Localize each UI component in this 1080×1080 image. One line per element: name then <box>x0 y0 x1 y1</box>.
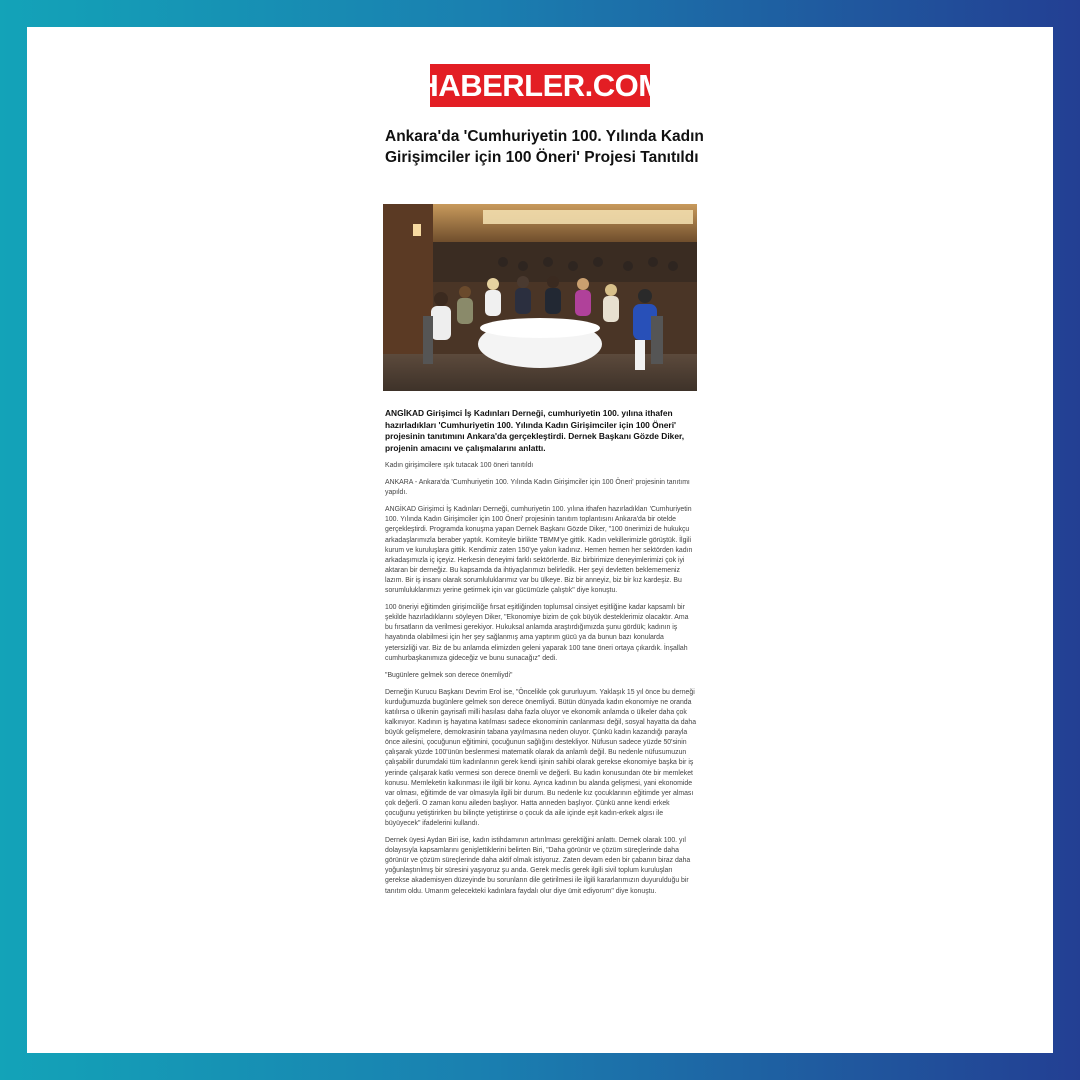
haberler-logo[interactable]: HABERLER.COM <box>430 64 650 107</box>
article-photo <box>383 204 697 391</box>
article-title: Ankara'da 'Cumhuriyetin 100. Yılında Kadın Girişimciler için 100 Öneri' Projesi Tanıtıldı <box>385 128 704 166</box>
article-paragraph: ANGİKAD Girişimci İş Kadınları Derneği, cumhuriyetin 100. yılına ithafen hazırladıkları 'Cumhuriyetin 100. Yılında Kadın Girişimciler için 100 Öneri' projesinin tanıtım toplantısını Ankara'da bir otelde gerçekleştirdi. Programda konuşma yapan Dernek Başkanı Gözde Diker, "100 önerimizi de hukukçu arkadaşlarımızla beraber yaptık. Komiteyle birlikte TBMM'ye gittik. Kadın vekillerimizle görüştük. İlgili kurum ve kuruluşlara gittik. Kendimiz zaten 150'ye yakın kadınız. Hemen hemen her sektörden kadın arkadaşımızla iç içeyiz. Herkesin deneyimi farklı sektörlerde. Biz birbirimize deneyimlerimizi çok iyi aktaran bir derneğiz. Bu kapsamda da ihtiyaçlarımızı belirledik. Her şeyi devletten beklememeniz lazım. Bir iş insanı olarak sorumluluklarımız var bu ülkeye. Biz bir anneyiz, biz bir kız kardeşiz. Bu sorumluluklarımızı yerine getirmek için var gücümüzle çalıştık" diye konuştu. <box>385 506 693 595</box>
article-subheading: "Bugünlere gelmek son derece önemliydi" <box>385 671 513 679</box>
article-paragraph: ANKARA - Ankara'da 'Cumhuriyetin 100. Yılında Kadın Girişimciler için 100 Öneri' projesinin tanıtımı yapıldı. <box>385 479 690 497</box>
article-lead: ANGİKAD Girişimci İş Kadınları Derneği, cumhuriyetin 100. yılına ithafen hazırladıkları 'Cumhuriyetin 100. Yılında Kadın Girişimciler için 100 Öneri' projesinin tanıtımını Ankara'da gerçekleştirdi. Dernek Başkanı Gözde Diker, projenin amacını ve çalışmalarını anlattı. <box>385 408 685 453</box>
article-paragraph: 100 öneriyi eğitimden girişimciliğe fırsat eşitliğinden toplumsal cinsiyet eşitliğine kadar kapsamlı bir şekilde hazırladıklarını söyleyen Diker, "Ekonomiye bizim de çok büyük desteklerimiz olacaktır. Ama bu fırsatların da verilmesi gerekiyor. Hukuksal anlamda araştırdığımızda şunu gördük; kadının iş hayatında olabilmesi için her şey sağlanmış ama yaptırım gücü ya da bunun bazı konularda yetersizliği var. Biz de bu anlamda elimizden geleni yaparak 100 tane öneri ortaya çıkardık. İnşallah cumhurbaşkanımıza gideceğiz ve bunu sunacağız" dedi. <box>385 604 689 662</box>
article-paragraph: Dernek üyesi Aydan Biri ise, kadın istihdamının artırılması gerektiğini anlattı. Dernek olarak 100. yıl dolayısıyla kapsamlarını genişlettiklerini belirten Biri, "Daha görünür ve çözüm süreçlerinde daha görünür ve çözüm süreçlerinde daha aktif olmak istiyoruz. Zaten devam eden bir çabanın biraz daha yoğunlaştırılmış bir süresini yaşıyoruz şu anda. Gerek meclis gerek ilgili sivil toplum kuruluşları gerekse akademisyen düzeyinde bu sorunların dile getirilmesi ile ilgili kararlarımızın duyurulduğu bir tanıtım oldu. Umarım gelecekteki kadınlara faydalı olur diye ümit ediyorum" diye konuştu. <box>385 837 691 895</box>
article-paragraph: Derneğin Kurucu Başkanı Devrim Erol ise, "Öncelikle çok gururluyum. Yaklaşık 15 yıl önce bu derneği kurduğumuzda bugünlere gelmek son derece önemliydi. Bütün dünyada kadın ekonomiye ne oranda katılırsa o ülkenin gayrisafi milli hasılası daha fazla oluyor ve ekonomik anlamda o ülkeler daha çok kalkınıyor. Kadının iş hayatına katılması sadece ekonominin canlanması değil, sosyal hayatta da daha büyük gelişmelere, demokrasinin tabana yayılmasına neden oluyor. Çünkü kadın kazandığı parayla önce ailesini, çocuğunun eğitimini, çocuğunun sağlığını destekliyor. Nüfusun sadece yüzde 50'sinin çalışarak yüzde 100'ünün beslenmesi matematik olarak da anlamlı değil. Bu nedenle nüfusumuzun çalışabilir durumdaki tüm kadınlarının gerek kendi işinin sahibi olarak gerekse ekonomiye başka bir iş yerinde çalışarak katkı vermesi son derece önemli ve değerli. Bu kadın konusundan öte bir memleket konusu. Memleketin kalkınması ile ilgili bir konu. Ayrıca kadının bu alanda gelişmesi, yani ekonomide var olması, eğitimde de var olmasıyla ilgili bir durum. Bu nedenle kız çocuklarının eğitimde yer alması çok değerli. O zaman konu aileden başlıyor. Hatta anneden başlıyor. Çünkü anne kendi erkek çocuğunu yetiştirirken bu bilinçte yetiştirirse o çocuk da aile içinde eşit kadın-erkek algısı ile büyüyecek" ifadelerini kullandı. <box>385 688 697 827</box>
article-paragraph: Kadın girişimcilere ışık tutacak 100 öneri tanıtıldı <box>385 462 534 469</box>
article-body <box>385 408 697 904</box>
article-page <box>27 27 1053 1053</box>
